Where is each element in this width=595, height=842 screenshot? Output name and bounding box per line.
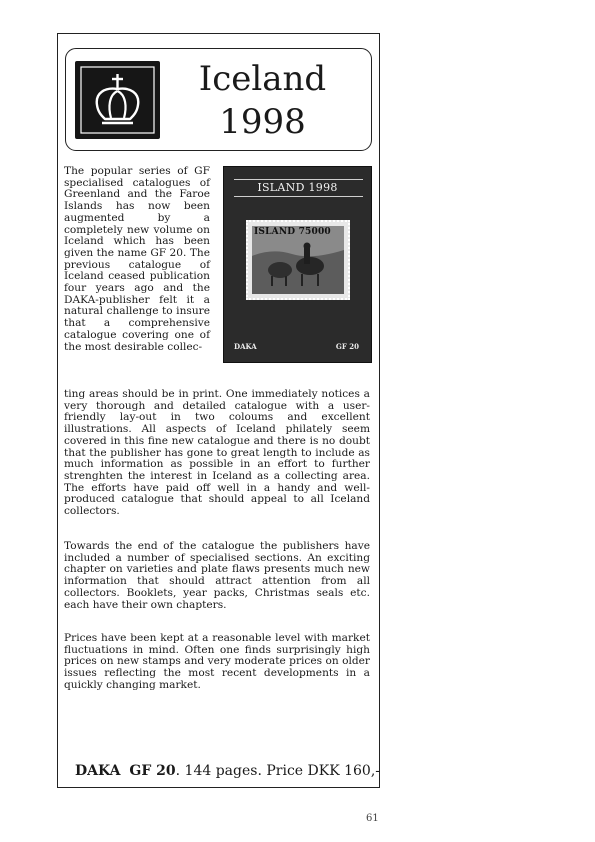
cover-publisher: DAKA: [234, 342, 257, 351]
paragraph-text: The popular series of GF specialised catalogues of Greenland and the Faroe Islands has now been augmented by a completely new volume on Iceland which has been given the name GF 20. The previous catalogue of Iceland ceased publication four years ago and the DAKA-publisher felt it a natural challenge to insure that a comprehensive catalogue covering one of the most desirable collec-: [64, 165, 210, 353]
catalogue-cover-image: [223, 166, 372, 363]
cover-title: ISLAND 1998: [257, 181, 338, 194]
cover-rule-top: [234, 179, 363, 180]
page-number: 61: [366, 813, 379, 824]
paragraph-text: Towards the end of the catalogue the publishers have included a number of specialised sections. An exciting chapter on varieties and plate flaws presents much new information that should attract attention from all collectors. Booklets, year packs, Christmas seals etc. each have their own chapters.: [64, 540, 370, 611]
footer-code: GF 20: [129, 763, 176, 779]
page-title-year: 1998: [219, 102, 306, 142]
cover-code: GF 20: [335, 342, 359, 351]
stamp-caption: ISLAND 75000: [254, 227, 331, 237]
paragraph-text: Prices have been kept at a reasonable level with market fluctuations in mind. Often one finds surprisingly high prices on new stamps and very moderate prices on older issues reflecting the most recent developments in a quickly changing market.: [64, 632, 370, 691]
footer-brand: DAKA: [75, 763, 121, 779]
cover-rule-bottom: [234, 196, 363, 197]
crown-icon: [75, 61, 160, 139]
footer-details: . 144 pages. Price DKK 160,-: [175, 763, 381, 779]
paragraph-1-part-2: [64, 389, 370, 518]
page-title-country: Iceland: [198, 59, 327, 99]
stamp-image: [246, 220, 350, 300]
paragraph-3: [64, 633, 370, 692]
paragraph-1-part-1: [64, 166, 210, 353]
paragraph-2: [64, 541, 370, 611]
order-info: [75, 762, 381, 780]
paragraph-text: ting areas should be in print. One immediately notices a very thorough and detailed catalogue with a user-friendly lay-out in two coloums and excellent illustrations. All aspects of Iceland philately seem covered in this fine new catalogue and there is no doubt that the publisher has gone to great length to include as much information as possible in an effort to further strenghten the interest in Iceland as a collecting area. The efforts have paid off well in a handy and well-produced catalogue that should appeal to all Iceland collectors.: [64, 388, 370, 518]
